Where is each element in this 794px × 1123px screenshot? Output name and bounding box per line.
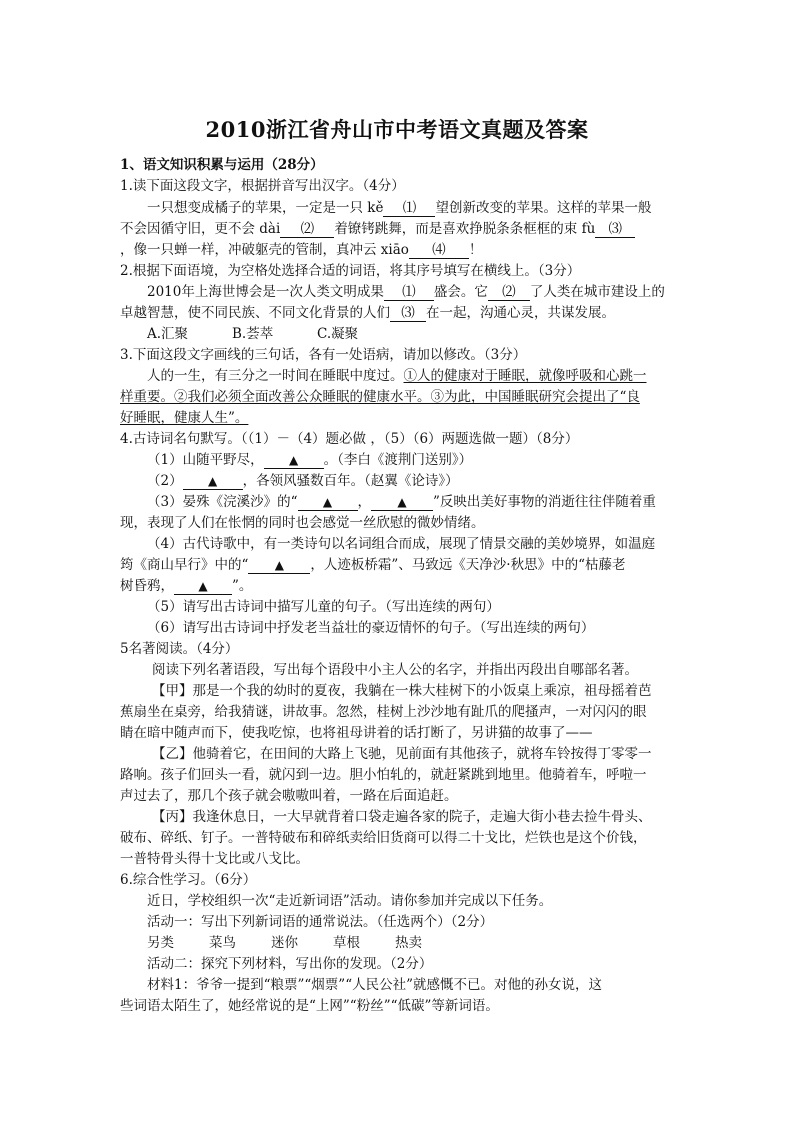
answer-blank[interactable]: ⑴ [384, 284, 434, 301]
page-title: 2010浙江省舟山市中考语文真题及答案 [205, 117, 589, 142]
q2-line2: 卓越智慧，使不同民族、不同文化背景的人们 ⑶ 在一起，沟通心灵，共谋发展。 [120, 305, 615, 321]
q1-line1: 一只想变成橘子的苹果，一定是一只 kě ⑴ 望创新改变的苹果。这样的苹果一般 [147, 200, 652, 216]
q4-item3: （3）晏殊《浣溪沙》的“ ▲ ， ▲ ”反映出美好事物的消逝往往伴随着重 [147, 494, 656, 510]
q4-item1: （1）山随平野尽， ▲ 。（李白《渡荆门送别》） [147, 452, 473, 468]
new-word: 热卖 [395, 935, 422, 951]
passage-bing-line: 一普特骨头得十戈比或八戈比。 [120, 851, 309, 867]
underlined-sentence-2: ②我们必须全面改善公众睡眠的健康水平。 [174, 389, 431, 405]
passage-yi-line: 路响。孩子们回头一看，就闪到一边。胆小怕轧的，就赶紧跳到地里。他骑着车，呼啦一 [120, 767, 647, 783]
q4-item5: （5）请写出古诗词中描写儿童的句子。（写出连续的两句） [147, 599, 500, 615]
q4-item6: （6）请写出古诗词中抒发老当益壮的豪迈情怀的句子。（写出连续的两句） [147, 620, 595, 636]
answer-blank[interactable]: ⑵ [280, 221, 334, 238]
q5-intro: 阅读下列名著语段，写出每个语段中小主人公的名字，并指出丙段出自哪部名著。 [152, 662, 638, 678]
section-heading: 1、语文知识积累与运用（28分） [120, 157, 324, 173]
underlined-sentence-3: ③为此，中国睡眠研究会提出了“良 [430, 389, 640, 405]
q5-stem: 5名著阅读。（4分） [120, 641, 239, 657]
new-word: 菜鸟 [209, 935, 236, 951]
q4-item2: （2） ▲ ，各领风骚数百年。（赵翼《论诗》） [147, 473, 459, 489]
q3-line3: 好睡眠，健康人生”。 [120, 410, 249, 426]
answer-blank[interactable]: ▲ [248, 557, 310, 574]
answer-blank[interactable]: ⑶ [390, 305, 426, 322]
answer-blank[interactable]: ▲ [298, 494, 358, 511]
q2-line1: 2010年上海世博会是一次人类文明成果 ⑴ 盛会。它 ⑵ 了人类在城市建设上的 [147, 284, 665, 300]
answer-blank[interactable]: ⑷ [409, 242, 469, 259]
passage-yi-line: 声过去了，那几个孩子就会嗷嗷叫着，一路在后面追赶。 [120, 788, 458, 804]
new-words-list [147, 933, 457, 953]
option-c: C.凝聚 [317, 326, 359, 342]
option-a: A.汇聚 [147, 326, 189, 342]
new-word: 草根 [333, 935, 360, 951]
new-word: 另类 [147, 935, 174, 951]
q3-line1: 人的一生，有三分之一时间在睡眠中度过。①人的健康对于睡眠，就像呼吸和心跳一 [147, 368, 647, 384]
answer-blank[interactable]: ⑴ [383, 200, 435, 217]
q1-line2: 不会因循守旧，更不会 dài ⑵ 着镣铐跳舞，而是喜欢挣脱条条框框的束 fù ⑶ [120, 219, 635, 239]
q4-stem: 4.古诗词名句默写。（（1）－（4）题必做 ，（5）（6）两题选做一题）（8分） [120, 431, 579, 447]
answer-blank[interactable]: ▲ [174, 578, 232, 595]
passage-yi-line: 【乙】他骑着它，在田间的大路上飞驰，见前面有其他孩子，就将车铃按得丁零零一 [152, 746, 652, 762]
answer-blank[interactable]: ⑶ [595, 221, 635, 238]
q2-options [147, 324, 402, 344]
material-1-cont: 些词语太陌生了，她经常说的是“上网”“粉丝”“低碳”等新词语。 [120, 998, 499, 1014]
q4-item3-cont: 现，表现了人们在怅惘的同时也会感觉一丝欣慰的微妙情绪。 [120, 515, 485, 531]
new-word: 迷你 [271, 935, 298, 951]
q2-stem: 2.根据下面语境，为空格处选择合适的词语，将其序号填写在横线上。（3分） [120, 263, 581, 279]
q4-item4-end: 树昏鸦， ▲ ”。 [120, 578, 253, 594]
answer-blank[interactable]: ▲ [371, 494, 433, 511]
activity-1: 活动一：写出下列新词语的通常说法。（任选两个）（2分） [147, 914, 494, 930]
q6-intro: 近日，学校组织一次“走近新词语”活动。请你参加并完成以下任务。 [147, 893, 553, 909]
q4-item4-cont: 筠《商山早行》中的“ ▲ ，人迹板桥霜”、马致远《天净沙·秋思》中的“枯藤老 [120, 557, 626, 573]
material-1: 材料1：爷爷一提到“粮票”“烟票”“人民公社”就感慨不已。对他的孙女说，这 [147, 977, 602, 993]
passage-jia-line: 【甲】那是一个我的幼时的夏夜，我躺在一株大桂树下的小饭桌上乘凉，祖母摇着芭 [152, 683, 652, 699]
q3-line2: 样重要。②我们必须全面改善公众睡眠的健康水平。③为此，中国睡眠研究会提出了“良 [120, 389, 640, 405]
q4-item4: （4）古代诗歌中，有一类诗句以名词组合而成，展现了情景交融的美妙境界，如温庭 [147, 536, 656, 552]
answer-blank[interactable]: ▲ [264, 452, 324, 469]
underlined-sentence-1: ①人的健康对于睡眠，就像呼吸和心跳一 [403, 368, 647, 384]
passage-jia-line: 蕉扇坐在桌旁，给我猜谜，讲故事。忽然，桂树上沙沙地有趾爪的爬搔声，一对闪闪的眼 [120, 704, 647, 720]
answer-blank[interactable]: ⑵ [488, 284, 530, 301]
activity-2: 活动二：探究下列材料，写出你的发现。（2分） [147, 956, 433, 972]
passage-bing-line: 破布、碎纸、钉子。一普特破布和碎纸卖给旧货商可以得二十戈比，烂铁也是这个价钱， [120, 830, 647, 846]
q6-stem: 6.综合性学习。（6分） [120, 872, 257, 888]
answer-blank[interactable]: ▲ [183, 473, 243, 490]
option-b: B.荟萃 [232, 326, 274, 342]
q1-line3: ，像一只蝉一样，冲破躯壳的管制，真冲云 xiāo ⑷ ！ [120, 242, 483, 258]
q1-stem: 1.读下面这段文字，根据拼音写出汉字。（4分） [120, 178, 405, 194]
passage-jia-line: 睛在暗中随声而下，使我吃惊，也将祖母讲着的话打断了，另讲猫的故事了—— [120, 725, 593, 741]
q3-stem: 3.下面这段文字画线的三句话，各有一处语病，请加以修改。（3分） [120, 347, 527, 363]
passage-bing-line: 【丙】我逢休息日，一大早就背着口袋走遍各家的院子，走遍大街小巷去捡牛骨头、 [152, 809, 652, 825]
